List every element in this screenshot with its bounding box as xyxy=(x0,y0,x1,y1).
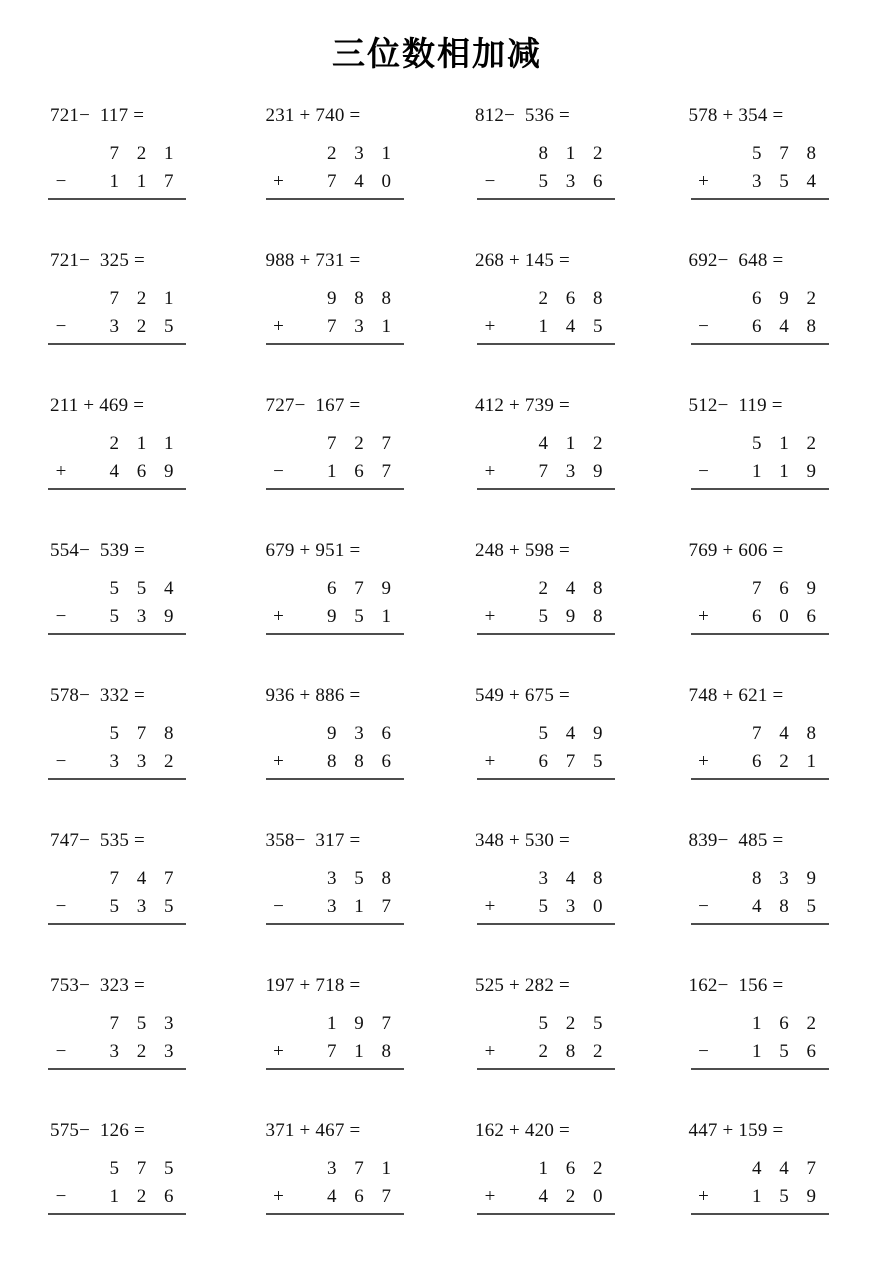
operand-row-top xyxy=(44,140,194,168)
problem-16 xyxy=(647,540,853,685)
operand-digits-bottom: 5 3 9 xyxy=(109,605,180,627)
operand-digits-bottom: 6 0 6 xyxy=(752,605,823,627)
operand-row-top xyxy=(687,285,837,313)
operand-row-bottom xyxy=(262,748,412,776)
vertical-form xyxy=(473,575,623,635)
problem-17 xyxy=(30,685,236,830)
problem-23 xyxy=(441,830,647,975)
operand-row-top xyxy=(262,285,412,313)
operand-digits-top: 7 2 1 xyxy=(109,288,180,309)
operand-row-top xyxy=(44,285,194,313)
operand-row-bottom xyxy=(687,458,837,486)
vertical-form xyxy=(262,285,412,345)
answer-rule xyxy=(691,1213,829,1215)
operand-digits-top: 8 3 9 xyxy=(752,868,823,889)
operand-row-bottom xyxy=(44,603,194,631)
problem-32 xyxy=(647,1120,853,1265)
operand-row-top xyxy=(687,720,837,748)
problem-1 xyxy=(30,105,236,250)
operand-row-bottom xyxy=(687,168,837,196)
vertical-form xyxy=(687,865,837,925)
answer-rule xyxy=(266,778,404,780)
problem-29 xyxy=(30,1120,236,1265)
vertical-form xyxy=(473,1010,623,1070)
problem-equation: 211 + 469 = xyxy=(50,395,145,416)
problem-equation: 936 + 886 = xyxy=(265,685,361,706)
operand-digits-top: 7 6 9 xyxy=(752,578,823,599)
operand-digits-top: 3 4 8 xyxy=(538,868,609,889)
operand-row-bottom xyxy=(262,603,412,631)
operand-digits-bottom: 8 8 6 xyxy=(327,750,398,772)
problem-equation: 412 + 739 = xyxy=(475,395,570,416)
operand-digits-bottom: 6 2 1 xyxy=(752,750,823,772)
problem-21 xyxy=(30,830,236,975)
operand-digits-top: 7 4 8 xyxy=(752,723,823,744)
answer-rule xyxy=(266,198,404,200)
operand-row-top xyxy=(687,430,837,458)
vertical-form xyxy=(44,285,194,345)
operand-digits-bottom: 2 8 2 xyxy=(538,1040,609,1062)
vertical-form xyxy=(262,720,412,780)
operand-digits-top: 6 9 2 xyxy=(752,288,823,309)
operand-digits-top: 8 1 2 xyxy=(538,143,609,164)
operand-digits-top: 4 1 2 xyxy=(538,433,609,454)
operand-row-bottom xyxy=(687,893,837,921)
answer-rule xyxy=(477,778,615,780)
vertical-form xyxy=(262,575,412,635)
operand-digits-bottom: 7 4 0 xyxy=(327,170,398,192)
minus-operator-icon: − xyxy=(55,1040,67,1062)
operand-digits-bottom: 5 3 0 xyxy=(538,895,609,917)
operand-row-bottom xyxy=(473,603,623,631)
operand-row-bottom xyxy=(473,168,623,196)
problem-equation: 839− 485 = xyxy=(688,830,784,851)
page-title: 三位数相加减 xyxy=(332,34,542,73)
minus-operator-icon: − xyxy=(698,315,709,337)
problem-14 xyxy=(236,540,442,685)
operand-digits-top: 2 4 8 xyxy=(538,578,609,599)
problem-11 xyxy=(441,395,647,540)
vertical-form xyxy=(473,1155,623,1215)
operand-digits-top: 3 7 1 xyxy=(327,1158,398,1179)
plus-operator-icon: + xyxy=(484,315,496,337)
operand-row-bottom xyxy=(687,1183,837,1211)
answer-rule xyxy=(266,1068,404,1070)
operand-row-bottom xyxy=(44,1038,194,1066)
plus-operator-icon: + xyxy=(55,460,67,482)
operand-row-bottom xyxy=(44,893,194,921)
operand-digits-bottom: 4 2 0 xyxy=(538,1185,609,1207)
operand-digits-bottom: 5 9 8 xyxy=(538,605,609,627)
answer-rule xyxy=(477,1068,615,1070)
answer-rule xyxy=(691,923,829,925)
operand-digits-top: 5 7 5 xyxy=(109,1158,180,1179)
operand-row-top xyxy=(473,865,623,893)
minus-operator-icon: − xyxy=(55,895,67,917)
problem-12 xyxy=(647,395,853,540)
operand-row-top xyxy=(262,140,412,168)
operand-digits-bottom: 4 6 9 xyxy=(109,460,180,482)
operand-digits-bottom: 4 6 7 xyxy=(327,1185,398,1207)
problem-28 xyxy=(647,975,853,1120)
answer-rule xyxy=(48,1068,186,1070)
answer-rule xyxy=(48,198,186,200)
operand-row-top xyxy=(44,1010,194,1038)
problem-31 xyxy=(441,1120,647,1265)
problem-22 xyxy=(236,830,442,975)
problem-equation: 578 + 354 = xyxy=(688,105,784,126)
answer-rule xyxy=(691,778,829,780)
operand-digits-bottom: 7 1 8 xyxy=(327,1040,398,1062)
problem-equation: 371 + 467 = xyxy=(265,1120,361,1141)
operand-row-bottom xyxy=(262,1183,412,1211)
vertical-form xyxy=(262,865,412,925)
operand-row-bottom xyxy=(44,1183,194,1211)
operand-row-bottom xyxy=(473,458,623,486)
problem-equation: 358− 317 = xyxy=(265,830,361,851)
plus-operator-icon: + xyxy=(484,895,496,917)
vertical-form xyxy=(44,575,194,635)
operand-row-top xyxy=(262,720,412,748)
minus-operator-icon: − xyxy=(55,170,67,192)
operand-digits-top: 5 4 9 xyxy=(538,723,609,744)
answer-rule xyxy=(691,343,829,345)
operand-row-top xyxy=(473,140,623,168)
operand-digits-bottom: 6 4 8 xyxy=(752,315,823,337)
operand-row-top xyxy=(44,575,194,603)
operand-digits-bottom: 3 2 3 xyxy=(109,1040,180,1062)
problem-equation: 575− 126 = xyxy=(50,1120,145,1141)
operand-digits-bottom: 4 8 5 xyxy=(752,895,823,917)
plus-operator-icon: + xyxy=(698,170,709,192)
operand-row-top xyxy=(262,575,412,603)
problem-7 xyxy=(441,250,647,395)
operand-digits-bottom: 3 2 5 xyxy=(109,315,180,337)
operand-digits-top: 5 5 4 xyxy=(109,578,180,599)
problem-equation: 578− 332 = xyxy=(50,685,145,706)
operand-digits-top: 7 4 7 xyxy=(109,868,180,889)
vertical-form xyxy=(44,140,194,200)
problem-19 xyxy=(441,685,647,830)
problem-equation: 748 + 621 = xyxy=(688,685,784,706)
operand-row-top xyxy=(262,430,412,458)
problem-equation: 988 + 731 = xyxy=(265,250,361,271)
vertical-form xyxy=(473,720,623,780)
problem-grid xyxy=(0,105,874,1265)
vertical-form xyxy=(44,865,194,925)
problem-equation: 248 + 598 = xyxy=(475,540,570,561)
problem-8 xyxy=(647,250,853,395)
problem-equation: 721− 325 = xyxy=(50,250,145,271)
operand-row-bottom xyxy=(473,1038,623,1066)
vertical-form xyxy=(262,1010,412,1070)
vertical-form xyxy=(473,285,623,345)
plus-operator-icon: + xyxy=(698,1185,709,1207)
operand-row-bottom xyxy=(687,313,837,341)
problem-equation: 525 + 282 = xyxy=(475,975,570,996)
problem-equation: 769 + 606 = xyxy=(688,540,784,561)
problem-equation: 447 + 159 = xyxy=(688,1120,784,1141)
operand-row-top xyxy=(44,865,194,893)
problem-equation: 549 + 675 = xyxy=(475,685,570,706)
operand-row-bottom xyxy=(473,748,623,776)
operand-digits-top: 5 7 8 xyxy=(752,143,823,164)
operand-row-top xyxy=(473,430,623,458)
operand-digits-top: 6 7 9 xyxy=(327,578,398,599)
minus-operator-icon: − xyxy=(55,750,67,772)
operand-digits-bottom: 1 1 7 xyxy=(109,170,180,192)
answer-rule xyxy=(477,923,615,925)
operand-row-top xyxy=(473,1155,623,1183)
operand-digits-bottom: 5 3 5 xyxy=(109,895,180,917)
problem-5 xyxy=(30,250,236,395)
operand-row-bottom xyxy=(44,313,194,341)
operand-digits-bottom: 6 7 5 xyxy=(538,750,609,772)
plus-operator-icon: + xyxy=(273,1040,284,1062)
operand-digits-bottom: 5 3 6 xyxy=(538,170,609,192)
problem-equation: 727− 167 = xyxy=(265,395,361,416)
operand-row-top xyxy=(44,720,194,748)
plus-operator-icon: + xyxy=(273,750,284,772)
operand-row-top xyxy=(473,1010,623,1038)
answer-rule xyxy=(48,488,186,490)
operand-digits-bottom: 9 5 1 xyxy=(327,605,398,627)
operand-digits-top: 3 5 8 xyxy=(327,868,398,889)
operand-row-top xyxy=(473,720,623,748)
vertical-form xyxy=(44,720,194,780)
operand-row-top xyxy=(262,1155,412,1183)
problem-6 xyxy=(236,250,442,395)
minus-operator-icon: − xyxy=(484,170,496,192)
answer-rule xyxy=(477,488,615,490)
plus-operator-icon: + xyxy=(484,460,496,482)
minus-operator-icon: − xyxy=(698,895,709,917)
problem-equation: 162 + 420 = xyxy=(475,1120,570,1141)
minus-operator-icon: − xyxy=(698,460,709,482)
operand-row-bottom xyxy=(44,168,194,196)
operand-row-top xyxy=(262,1010,412,1038)
answer-rule xyxy=(691,633,829,635)
answer-rule xyxy=(48,923,186,925)
operand-row-top xyxy=(473,285,623,313)
operand-row-bottom xyxy=(473,893,623,921)
operand-digits-bottom: 7 3 1 xyxy=(327,315,398,337)
operand-row-bottom xyxy=(262,458,412,486)
problem-30 xyxy=(236,1120,442,1265)
answer-rule xyxy=(266,488,404,490)
problem-equation: 692− 648 = xyxy=(688,250,784,271)
operand-digits-top: 5 1 2 xyxy=(752,433,823,454)
problem-equation: 812− 536 = xyxy=(475,105,570,126)
operand-digits-bottom: 1 1 9 xyxy=(752,460,823,482)
operand-digits-top: 7 2 7 xyxy=(327,433,398,454)
problem-27 xyxy=(441,975,647,1120)
operand-digits-bottom: 1 4 5 xyxy=(538,315,609,337)
answer-rule xyxy=(477,343,615,345)
operand-row-bottom xyxy=(262,168,412,196)
operand-row-top xyxy=(687,1010,837,1038)
problem-15 xyxy=(441,540,647,685)
operand-row-bottom xyxy=(44,748,194,776)
answer-rule xyxy=(477,1213,615,1215)
vertical-form xyxy=(687,285,837,345)
problem-10 xyxy=(236,395,442,540)
plus-operator-icon: + xyxy=(273,1185,284,1207)
operand-digits-top: 5 2 5 xyxy=(538,1013,609,1034)
problem-equation: 512− 119 = xyxy=(688,395,783,416)
answer-rule xyxy=(48,343,186,345)
answer-rule xyxy=(266,343,404,345)
vertical-form xyxy=(44,430,194,490)
operand-row-top xyxy=(687,865,837,893)
vertical-form xyxy=(262,140,412,200)
operand-row-bottom xyxy=(687,748,837,776)
problem-20 xyxy=(647,685,853,830)
operand-digits-top: 1 6 2 xyxy=(538,1158,609,1179)
answer-rule xyxy=(691,198,829,200)
operand-row-bottom xyxy=(473,1183,623,1211)
vertical-form xyxy=(473,430,623,490)
minus-operator-icon: − xyxy=(273,895,284,917)
vertical-form xyxy=(44,1155,194,1215)
problem-equation: 554− 539 = xyxy=(50,540,145,561)
minus-operator-icon: − xyxy=(273,460,284,482)
operand-digits-top: 5 7 8 xyxy=(109,723,180,744)
problem-equation: 348 + 530 = xyxy=(475,830,570,851)
operand-row-top xyxy=(473,575,623,603)
operand-row-bottom xyxy=(44,458,194,486)
operand-row-top xyxy=(262,865,412,893)
operand-row-bottom xyxy=(262,313,412,341)
vertical-form xyxy=(687,430,837,490)
problem-13 xyxy=(30,540,236,685)
problem-equation: 162− 156 = xyxy=(688,975,784,996)
operand-digits-top: 2 6 8 xyxy=(538,288,609,309)
operand-digits-top: 9 8 8 xyxy=(327,288,398,309)
vertical-form xyxy=(687,575,837,635)
vertical-form xyxy=(262,1155,412,1215)
plus-operator-icon: + xyxy=(484,1185,496,1207)
problem-equation: 753− 323 = xyxy=(50,975,145,996)
minus-operator-icon: − xyxy=(55,605,67,627)
operand-digits-top: 7 2 1 xyxy=(109,143,180,164)
operand-row-bottom xyxy=(687,603,837,631)
problem-equation: 747− 535 = xyxy=(50,830,145,851)
operand-digits-bottom: 7 3 9 xyxy=(538,460,609,482)
operand-digits-bottom: 1 5 6 xyxy=(752,1040,823,1062)
answer-rule xyxy=(477,198,615,200)
minus-operator-icon: − xyxy=(698,1040,709,1062)
operand-digits-top: 1 9 7 xyxy=(327,1013,398,1034)
vertical-form xyxy=(473,865,623,925)
operand-row-bottom xyxy=(262,893,412,921)
operand-digits-bottom: 1 2 6 xyxy=(109,1185,180,1207)
operand-digits-top: 7 5 3 xyxy=(109,1013,180,1034)
problem-equation: 231 + 740 = xyxy=(265,105,361,126)
problem-equation: 679 + 951 = xyxy=(265,540,361,561)
problem-equation: 721− 117 = xyxy=(50,105,145,126)
problem-9 xyxy=(30,395,236,540)
operand-digits-bottom: 3 1 7 xyxy=(327,895,398,917)
operand-row-top xyxy=(687,140,837,168)
plus-operator-icon: + xyxy=(484,1040,496,1062)
answer-rule xyxy=(266,1213,404,1215)
problem-24 xyxy=(647,830,853,975)
operand-row-top xyxy=(687,1155,837,1183)
vertical-form xyxy=(262,430,412,490)
answer-rule xyxy=(266,633,404,635)
minus-operator-icon: − xyxy=(55,315,67,337)
answer-rule xyxy=(48,633,186,635)
operand-row-top xyxy=(687,575,837,603)
problem-equation: 268 + 145 = xyxy=(475,250,570,271)
problem-18 xyxy=(236,685,442,830)
vertical-form xyxy=(687,720,837,780)
answer-rule xyxy=(477,633,615,635)
operand-digits-top: 4 4 7 xyxy=(752,1158,823,1179)
operand-row-top xyxy=(44,430,194,458)
answer-rule xyxy=(691,488,829,490)
operand-row-bottom xyxy=(262,1038,412,1066)
plus-operator-icon: + xyxy=(484,750,496,772)
problem-3 xyxy=(441,105,647,250)
vertical-form xyxy=(687,1155,837,1215)
answer-rule xyxy=(48,778,186,780)
plus-operator-icon: + xyxy=(698,750,709,772)
operand-digits-bottom: 3 5 4 xyxy=(752,170,823,192)
vertical-form xyxy=(687,140,837,200)
operand-row-bottom xyxy=(473,313,623,341)
problem-equation: 197 + 718 = xyxy=(265,975,361,996)
operand-digits-top: 9 3 6 xyxy=(327,723,398,744)
plus-operator-icon: + xyxy=(273,315,284,337)
vertical-form xyxy=(687,1010,837,1070)
plus-operator-icon: + xyxy=(273,170,284,192)
answer-rule xyxy=(266,923,404,925)
operand-digits-bottom: 3 3 2 xyxy=(109,750,180,772)
operand-digits-top: 2 3 1 xyxy=(327,143,398,164)
vertical-form xyxy=(44,1010,194,1070)
problem-25 xyxy=(30,975,236,1120)
vertical-form xyxy=(473,140,623,200)
problem-4 xyxy=(647,105,853,250)
operand-digits-top: 1 6 2 xyxy=(752,1013,823,1034)
plus-operator-icon: + xyxy=(484,605,496,627)
answer-rule xyxy=(691,1068,829,1070)
plus-operator-icon: + xyxy=(273,605,284,627)
answer-rule xyxy=(48,1213,186,1215)
operand-row-bottom xyxy=(687,1038,837,1066)
plus-operator-icon: + xyxy=(698,605,709,627)
operand-digits-bottom: 1 6 7 xyxy=(327,460,398,482)
operand-row-top xyxy=(44,1155,194,1183)
minus-operator-icon: − xyxy=(55,1185,67,1207)
problem-2 xyxy=(236,105,442,250)
problem-26 xyxy=(236,975,442,1120)
operand-digits-bottom: 1 5 9 xyxy=(752,1185,823,1207)
operand-digits-top: 2 1 1 xyxy=(109,433,180,454)
